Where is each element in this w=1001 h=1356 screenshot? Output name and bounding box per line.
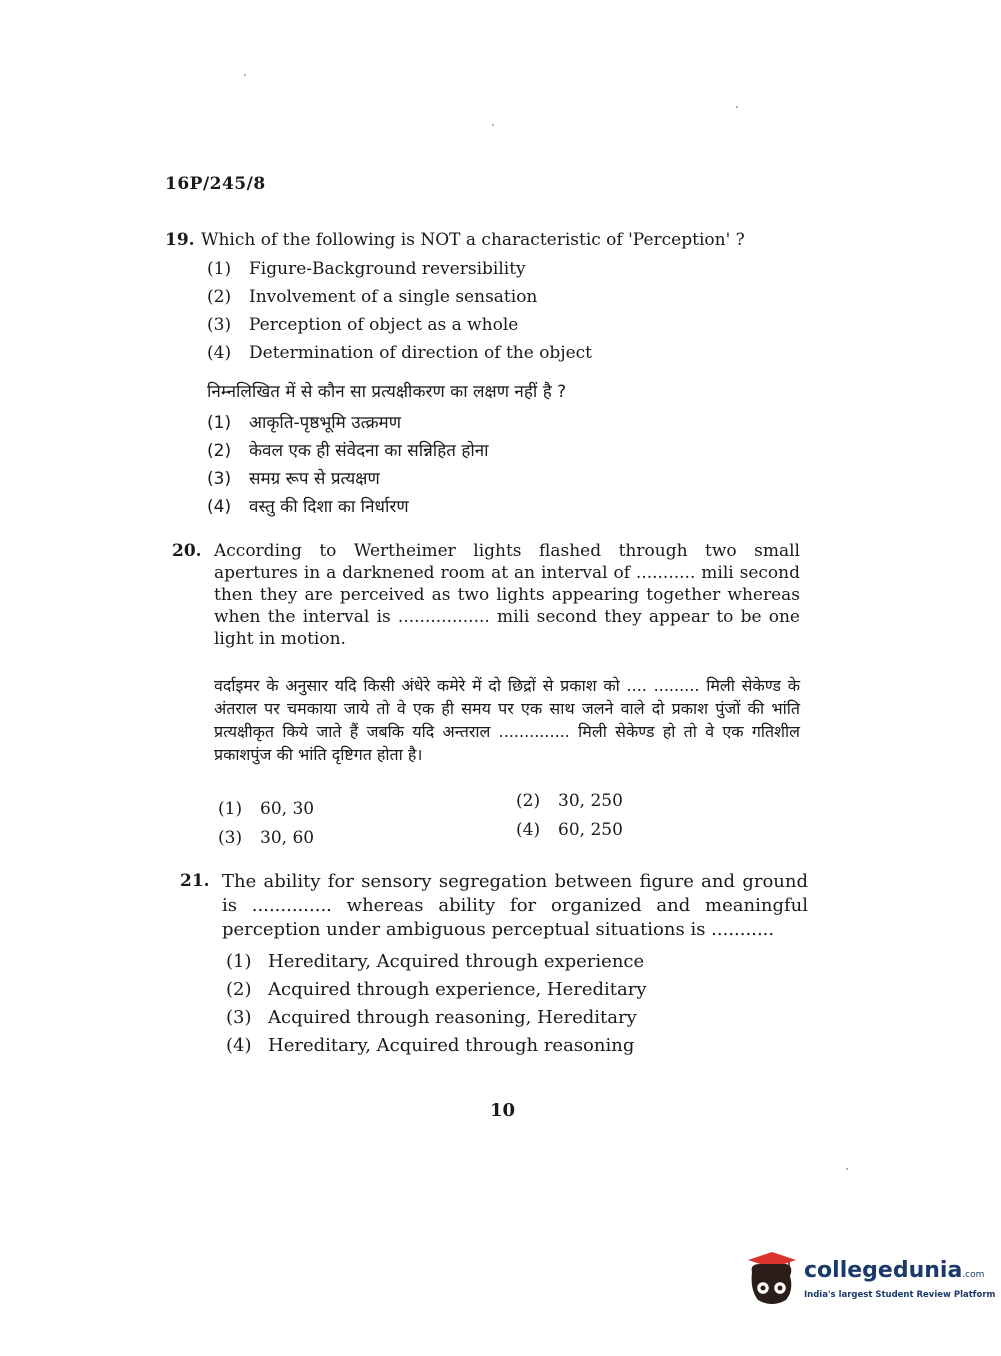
mascot-icon <box>742 1250 800 1312</box>
question-number: 21. <box>180 871 210 891</box>
scan-speck <box>244 74 246 76</box>
scan-speck <box>492 124 494 126</box>
option: (4) 60, 250 <box>516 820 623 840</box>
option: (3) Acquired through reasoning, Hereditary <box>226 1007 637 1028</box>
option: (3) 30, 60 <box>218 828 315 848</box>
question-20 <box>172 540 800 766</box>
option: (2) Acquired through experience, Hereditary <box>226 979 647 1000</box>
question-text-en: According to Wertheimer lights flashed through two small apertures in a darknened room at an interval of ........... mili second then they are perceived as two lights appearing together whereas when the interval is ................. mili second they appear to be one light in motion. <box>214 541 800 649</box>
page-number: 10 <box>490 1100 516 1121</box>
options <box>226 948 808 1060</box>
question-text-en: The ability for sensory segregation between figure and ground is .............. whereas ability for organized and meaningful perception under ambiguous perceptual situations is ........... <box>222 871 808 940</box>
question-text-en: Which of the following is NOT a characteristic of 'Perception' ? <box>201 230 745 250</box>
option: (1) Figure-Background reversibility <box>207 259 526 279</box>
options-en <box>207 255 805 367</box>
option: (4) Hereditary, Acquired through reasoning <box>226 1035 635 1056</box>
collegedunia-watermark <box>742 1250 996 1314</box>
scan-speck <box>736 106 738 108</box>
scan-speck <box>846 1168 848 1170</box>
options-hi <box>207 409 805 521</box>
option: (2) 30, 250 <box>516 791 623 811</box>
brand-suffix: .com <box>962 1270 985 1280</box>
option: (2) Involvement of a single sensation <box>207 287 538 307</box>
option: (3) Perception of object as a whole <box>207 315 519 335</box>
option: (1) Hereditary, Acquired through experience <box>226 951 645 972</box>
brand-tagline: India's largest Student Review Platform <box>804 1290 996 1300</box>
question-21 <box>180 870 808 1060</box>
question-number: 20. <box>172 541 202 561</box>
question-text-hi: निम्नलिखित में से कौन सा प्रत्यक्षीकरण का लक्षण नहीं है ? <box>207 382 567 402</box>
option: (1) 60, 30 <box>218 799 315 819</box>
brand-name: collegedunia <box>804 1258 963 1283</box>
option: (1) आकृति-पृष्ठभूमि उत्क्रमण <box>207 413 402 433</box>
option: (4) Determination of direction of the object <box>207 343 592 363</box>
option: (4) वस्तु की दिशा का निर्धारण <box>207 497 409 517</box>
question-text-hi: वर्दाइमर के अनुसार यदि किसी अंधेरे कमेरे में दो छिद्रों से प्रकाश को .... ......... मिली सेकेण्ड के अंतराल पर चमकाया जाये तो वे एक ही समय पर एक साथ जलने वाले दो प्रकाश पुंजों की भांति प्रत्यक्षीकृत किये जाते हैं जबकि यदि अन्तराल .............. मिली सेकेण्ड हो तो वे एक गतिशील प्रकाशपुंज की भांति दृष्टिगत होता है। <box>214 676 800 764</box>
option: (3) समग्र रूप से प्रत्यक्षण <box>207 469 380 489</box>
question-number: 19. <box>165 230 195 250</box>
question-19 <box>165 229 805 521</box>
paper-code: 16P/245/8 <box>165 174 266 194</box>
option: (2) केवल एक ही संवेदना का सन्निहित होना <box>207 441 489 461</box>
q20-options <box>218 791 638 855</box>
